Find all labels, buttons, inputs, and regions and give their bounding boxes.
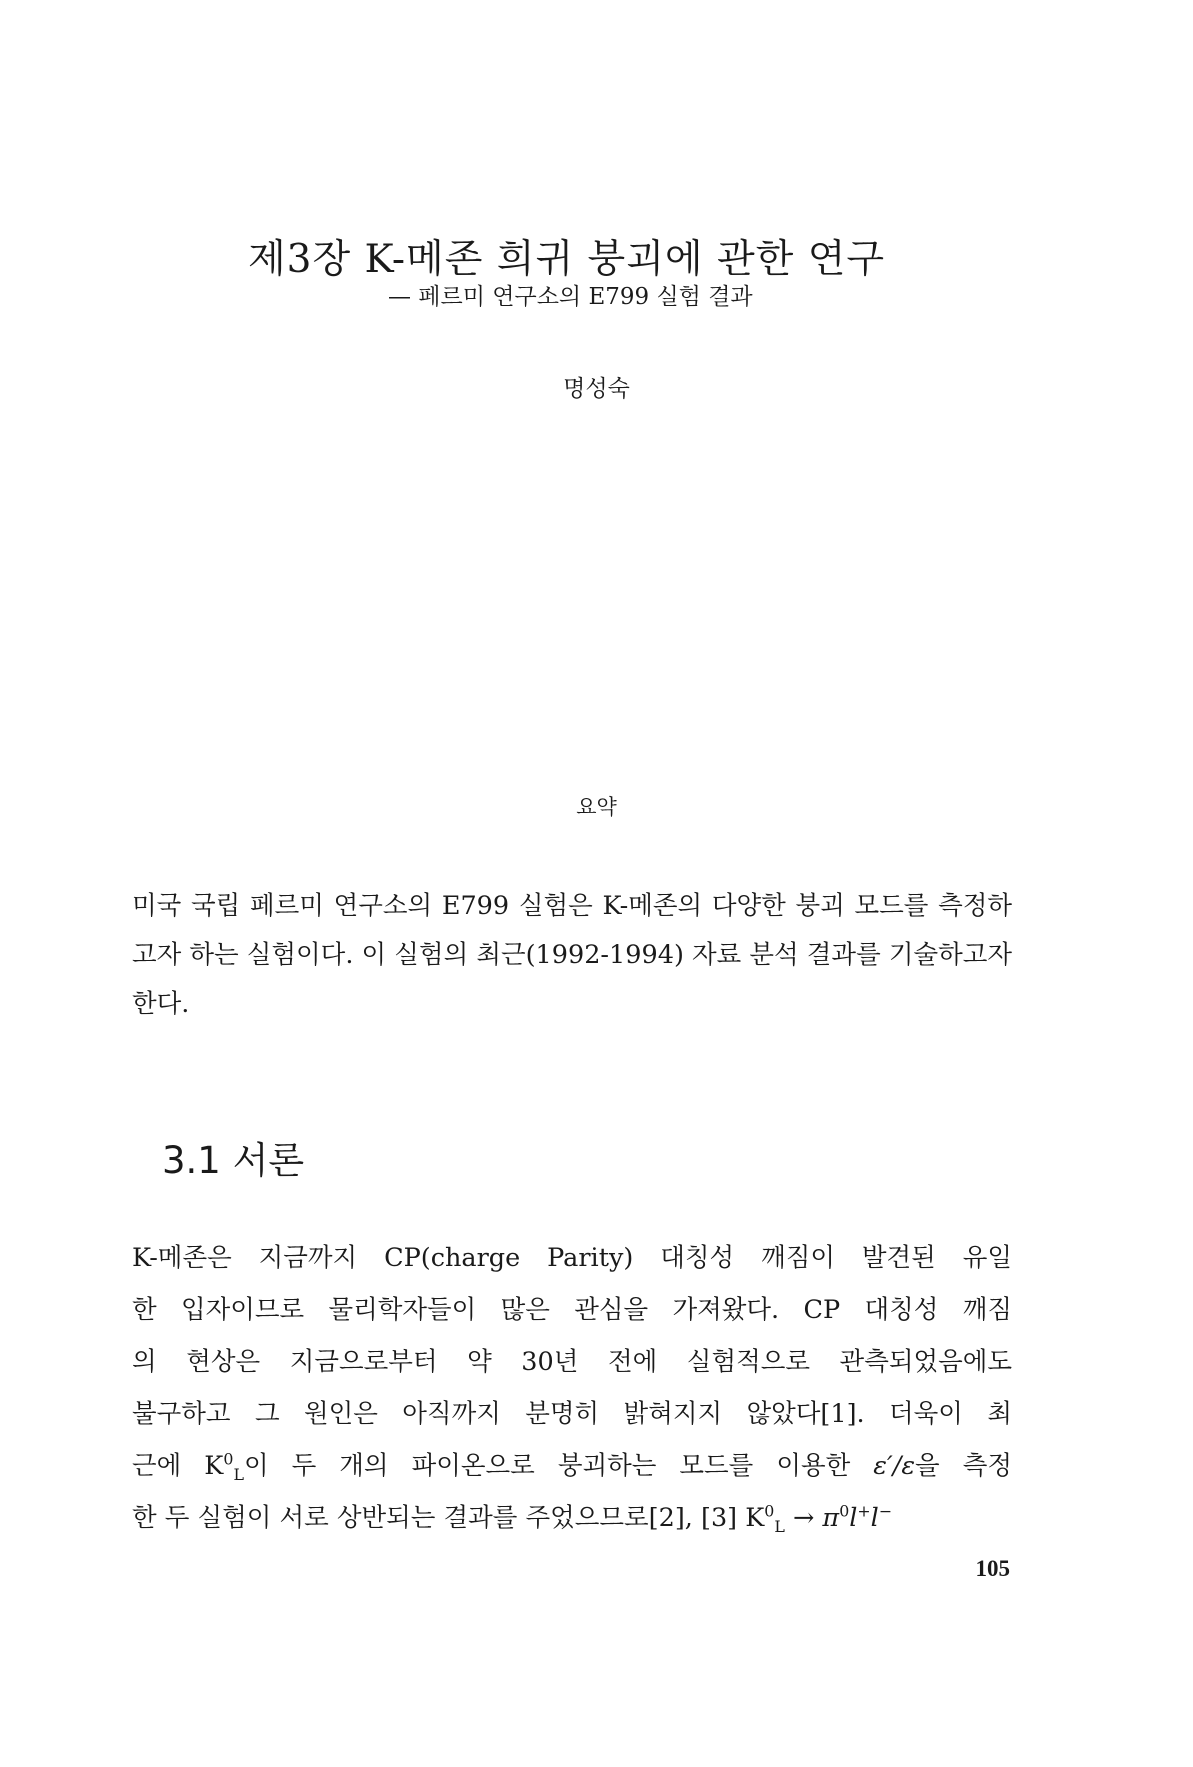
author-name: 명성숙 [563, 376, 630, 402]
body-line-decay [132, 1492, 1012, 1544]
lepton-minus: − [878, 1501, 893, 1521]
text-run: 한 두 실험이 서로 상반되는 결과를 주었으므로[2], [3] K [132, 1503, 765, 1533]
chapter-subtitle: — 페르미 연구소의 E799 실험 결과 [388, 284, 753, 310]
kl-subscript: L [233, 1465, 244, 1485]
text-run: 근에 K [132, 1451, 224, 1481]
section-body [132, 1232, 1012, 1544]
body-line-kl [132, 1440, 1012, 1492]
epsilon-ratio: ε′/ε [873, 1451, 916, 1481]
chapter-title: 제3장 K-메존 희귀 붕괴에 관한 연구 [248, 237, 886, 282]
kl-subscript: L [774, 1517, 785, 1537]
pion-superscript: 0 [839, 1501, 850, 1521]
abstract-text: 미국 국립 페르미 연구소의 E799 실험은 K-메존의 다양한 붕괴 모드를 측정하고자 하는 실험이다. 이 실험의 최근(1992-1994) 자료 분석 결과를 기술하고자 한다. [132, 891, 1012, 1019]
abstract-heading: 요약 [576, 795, 617, 819]
lepton-symbol: l [870, 1503, 879, 1533]
body-line: 한 입자이므로 물리학자들이 많은 관심을 가져왔다. CP 대칭성 깨짐 [132, 1295, 1012, 1325]
body-line: 불구하고 그 원인은 아직까지 분명히 밝혀지지 않았다[1]. 더욱이 최 [132, 1399, 1012, 1429]
text-run: 을 측정 [915, 1451, 1012, 1481]
lepton-symbol: l [849, 1503, 858, 1533]
body-line: 의 현상은 지금으로부터 약 30년 전에 실험적으로 관측되었음에도 [132, 1347, 1012, 1377]
kl-superscript: 0 [223, 1449, 234, 1469]
kl-superscript: 0 [764, 1501, 775, 1521]
page-number: 105 [975, 1556, 1010, 1581]
lepton-plus: + [857, 1501, 871, 1521]
section-heading: 3.1 서론 [162, 1139, 305, 1182]
body-line: K-메존은 지금까지 CP(charge Parity) 대칭성 깨짐이 발견된 유일 [132, 1243, 1012, 1273]
text-run: 이 두 개의 파이온으로 붕괴하는 모드를 이용한 [243, 1451, 874, 1481]
decay-arrow: → π [784, 1503, 840, 1533]
